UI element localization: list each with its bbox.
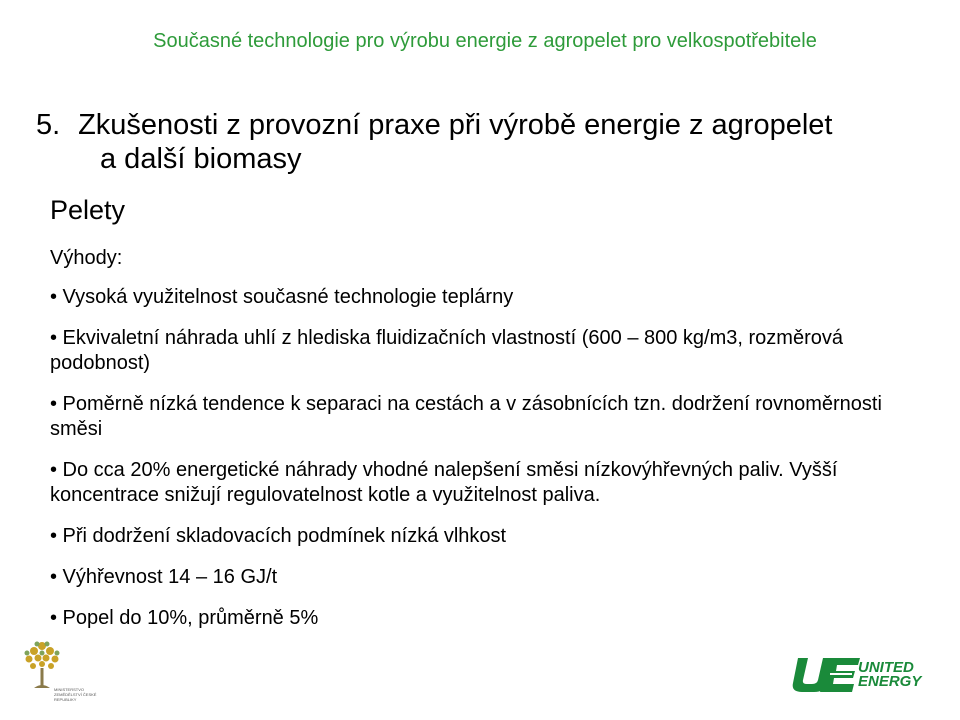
bullet-item: • Výhřevnost 14 – 16 GJ/t: [50, 566, 278, 588]
ue-mark-icon: [792, 656, 862, 694]
section-title-line1: Zkušenosti z provozní praxe při výrobě energie z agropelet: [78, 109, 833, 141]
bullet-item: • Do cca 20% energetické náhrady vhodné nalepšení směsi nízkovýhřevných paliv. Vyšší koncentrace snižují regulovatelnost kotle a využitelnost paliva.: [50, 459, 838, 506]
bullet-item: • Poměrně nízká tendence k separaci na cestách a v zásobnících tzn. dodržení rovnoměrnosti směsi: [50, 393, 882, 440]
company-name: [858, 661, 921, 689]
bullet-item: • Vysoká využitelnost současné technologie teplárny: [50, 286, 514, 308]
united-energy-logo: [792, 656, 937, 694]
section-heading: [36, 108, 936, 176]
slide-header-title: Současné technologie pro výrobu energie z agropelet pro velkospotřebitele: [153, 30, 817, 52]
ministry-logo-text: MINISTERSTVO ZEMĚDĚLSTVÍ ČESKÉ REPUBLIKY: [54, 687, 97, 702]
company-name-line1: UNITED: [858, 659, 914, 676]
company-name-line2: ENERGY: [858, 673, 922, 690]
bullet-list: [50, 246, 910, 647]
bullet-item: • Při dodržení skladovacích podmínek nízká vlhkost: [50, 525, 507, 547]
section-title-line2: a další biomasy: [100, 143, 302, 175]
bullet-item: • Ekvivaletní náhrada uhlí z hlediska fluidizačních vlastností (600 – 800 kg/m3, rozměrová podobnost): [50, 327, 843, 374]
subheading-pelety: Pelety: [50, 195, 126, 225]
tree-icon: [22, 636, 62, 692]
section-number: 5.: [36, 109, 61, 141]
intro-label: Výhody:: [50, 247, 123, 269]
bullet-item: • Popel do 10%, průměrně 5%: [50, 607, 319, 629]
ministry-logo: [22, 636, 108, 708]
